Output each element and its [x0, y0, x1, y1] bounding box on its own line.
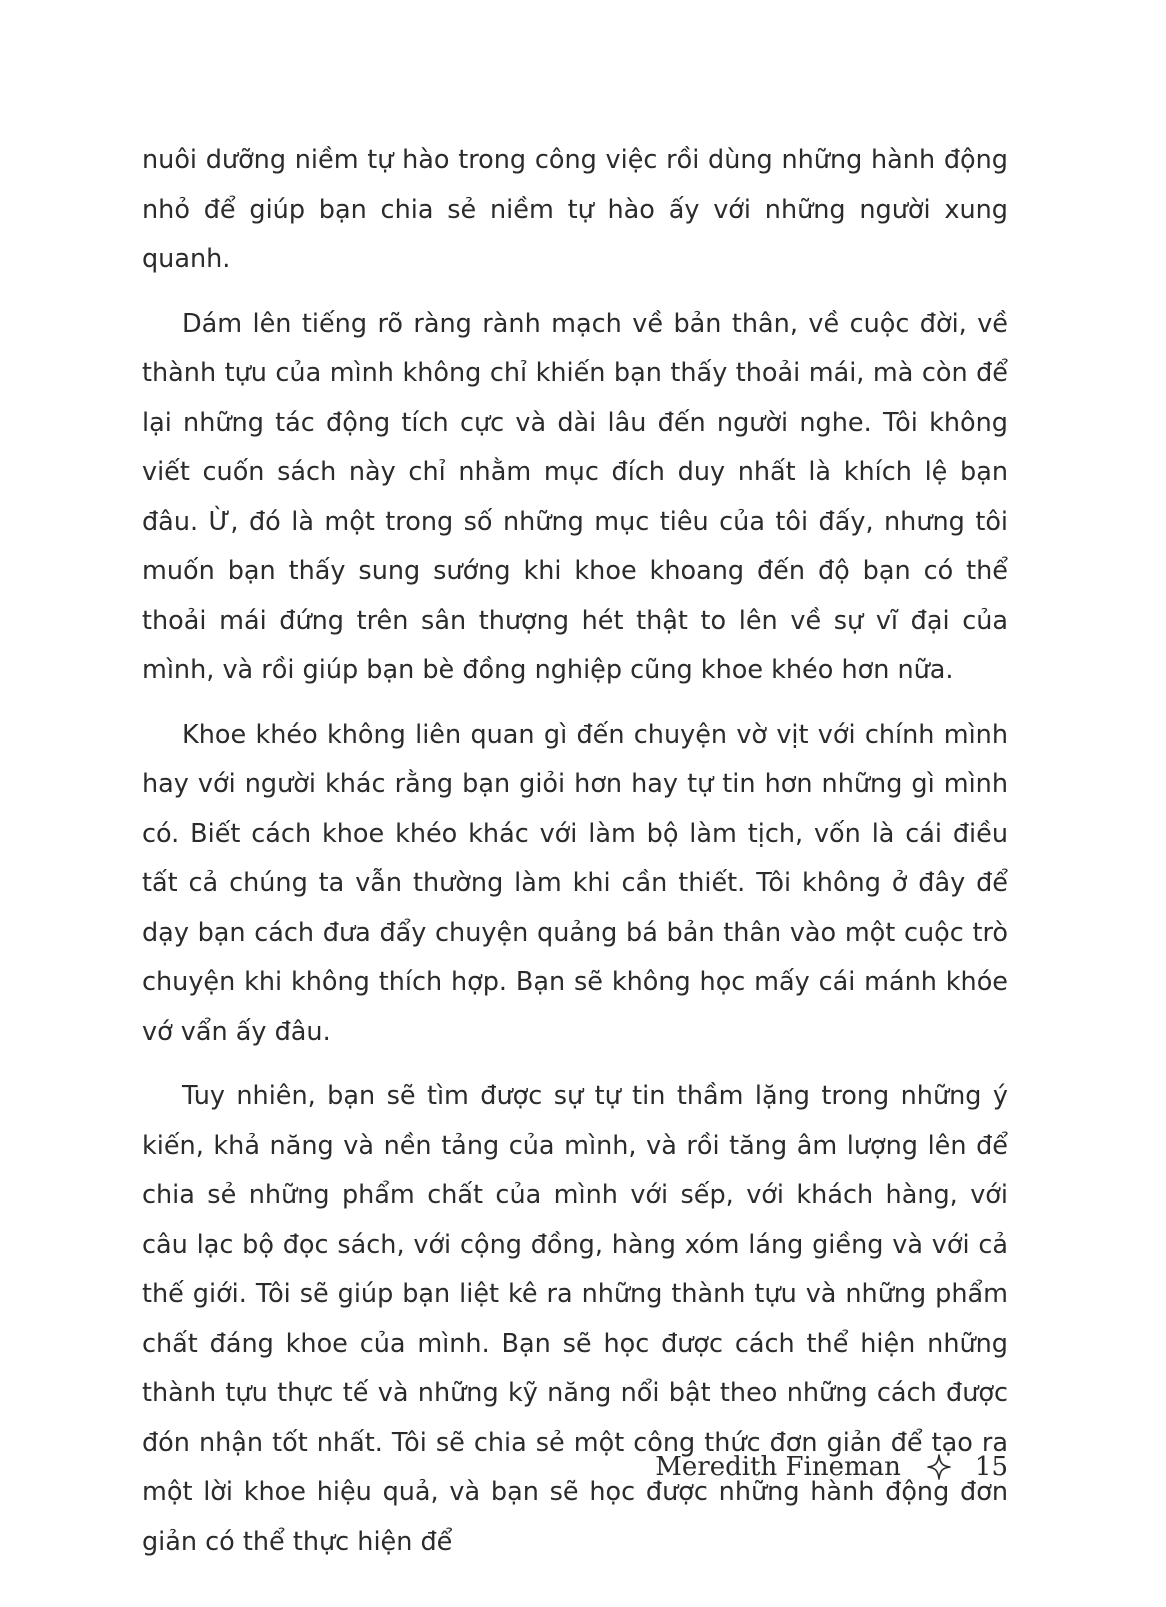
paragraph: Tuy nhiên, bạn sẽ tìm được sự tự tin thầm lặng trong những ý kiến, khả năng và nền tảng của mình, và rồi tăng âm lượng lên để chia sẻ những phẩm chất của mình với sếp, với khách hàng, với câu lạc bộ đọc sách, với cộng đồng, hàng xóm láng giềng và với cả thế giới. Tôi sẽ giúp bạn liệt kê ra những thành tựu và những phẩm chất đáng khoe của mình. Bạn sẽ học được cách thể hiện những thành tựu thực tế và những kỹ năng nổi bật theo những cách được đón nhận tốt nhất. Tôi sẽ chia sẻ một công thức đơn giản để tạo ra một lời khoe hiệu quả, và bạn sẽ học được những hành động đơn giản có thể thực hiện để [142, 1081, 1008, 1557]
author-name: Meredith Fineman [655, 1452, 901, 1482]
paragraph: Khoe khéo không liên quan gì đến chuyện vờ vịt với chính mình hay với người khác rằng bạn giỏi hơn hay tự tin hơn những gì mình có. Biết cách khoe khéo khác với làm bộ làm tịch, vốn là cái điều tất cả chúng ta vẫn thường làm khi cần thiết. Tôi không ở đây để dạy bạn cách đưa đẩy chuyện quảng bá bản thân vào một cuộc trò chuyện khi không thích hợp. Bạn sẽ không học mấy cái mánh khóe vớ vẩn ấy đâu. [142, 719, 1008, 1047]
paragraph: Dám lên tiếng rõ ràng rành mạch về bản thân, về cuộc đời, về thành tựu của mình không chỉ khiến bạn thấy thoải mái, mà còn để lại những tác động tích cực và dài lâu đến người nghe. Tôi không viết cuốn sách này chỉ nhằm mục đích duy nhất là khích lệ bạn đâu. Ừ, đó là một trong số những mục tiêu của tôi đấy, nhưng tôi muốn bạn thấy sung sướng khi khoe khoang đến độ bạn có thể thoải mái đứng trên sân thượng hét thật to lên về sự vĩ đại của mình, và rồi giúp bạn bè đồng nghiệp cũng khoe khéo hơn nữa. [142, 308, 1008, 685]
paragraph: nuôi dưỡng niềm tự hào trong công việc rồi dùng những hành động nhỏ để giúp bạn chia sẻ niềm tự hào ấy với những người xung quanh. [142, 145, 1008, 274]
page-footer [655, 1452, 1008, 1482]
body-text [142, 136, 1008, 1582]
sparkle-icon [927, 1454, 951, 1480]
page-number: 15 [974, 1452, 1008, 1482]
